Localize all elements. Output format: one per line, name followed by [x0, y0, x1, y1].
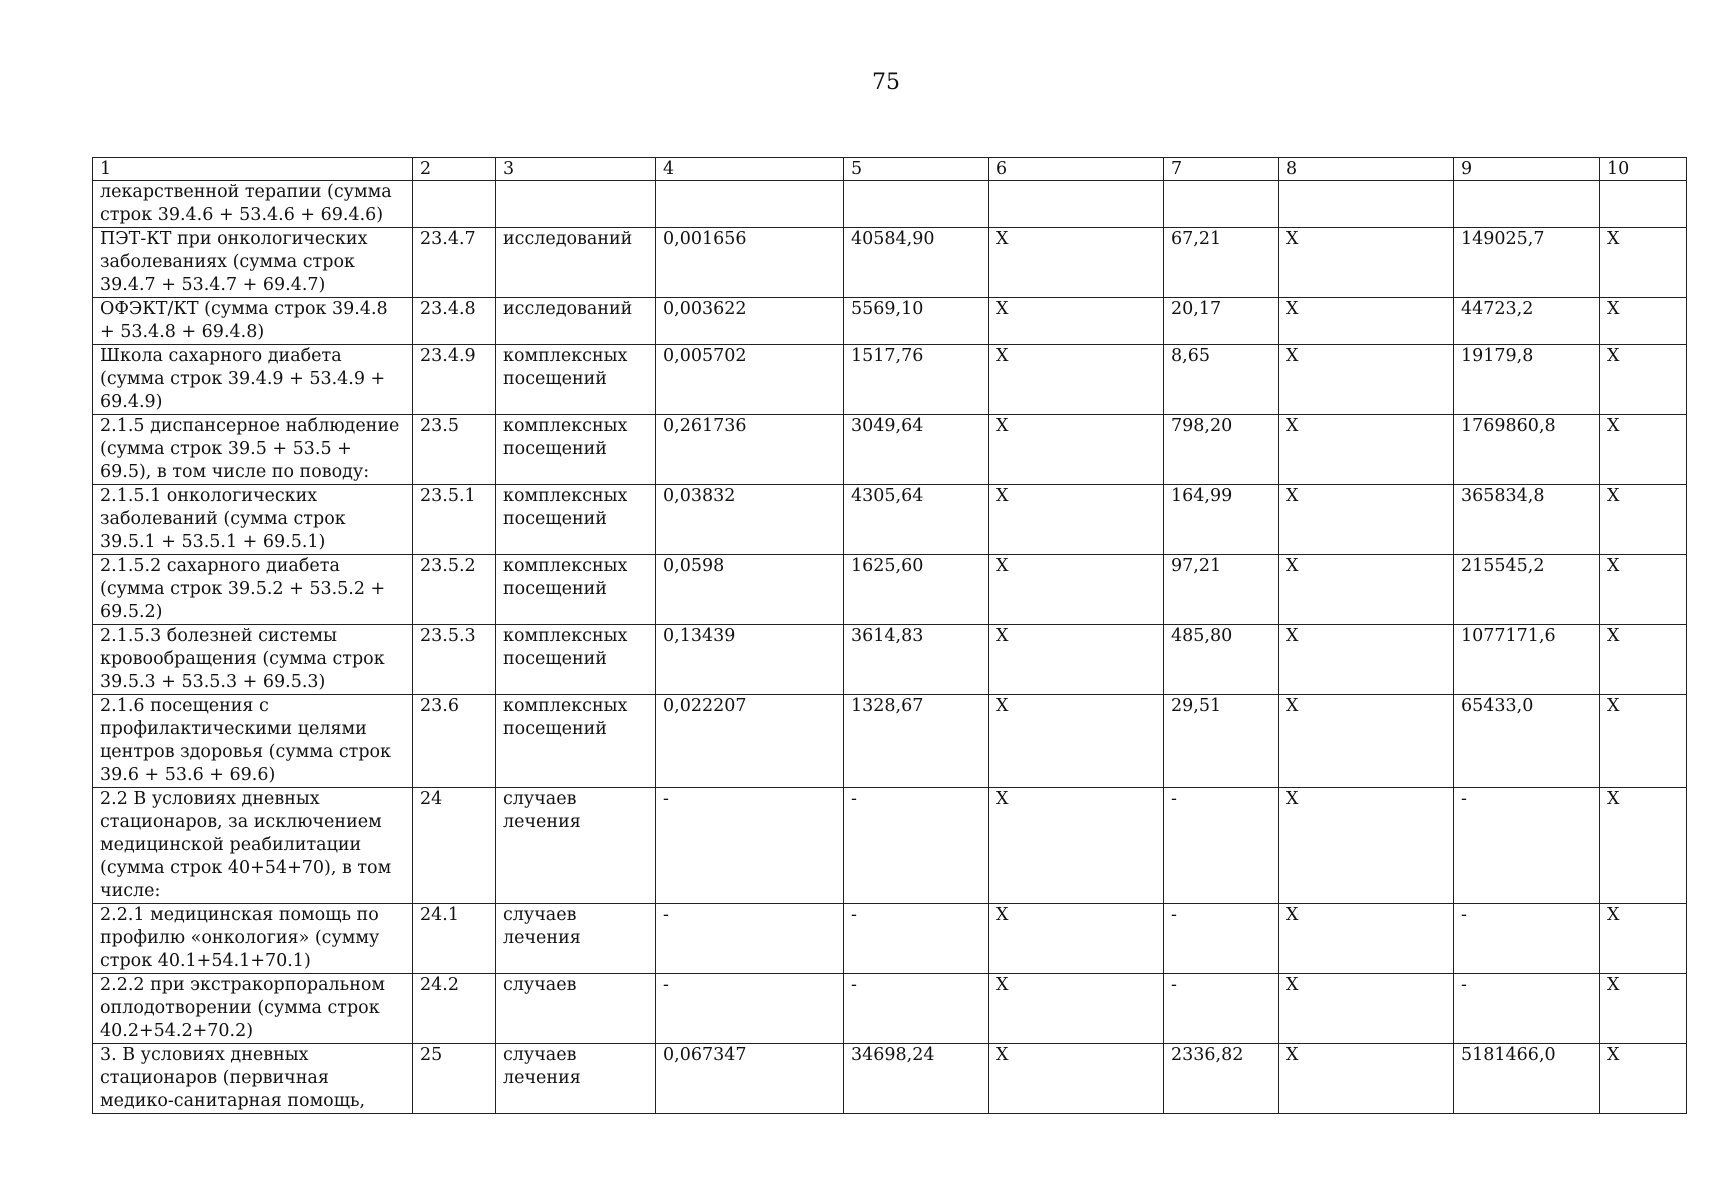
table-cell: X [989, 695, 1164, 788]
table-cell: 24.1 [413, 904, 496, 974]
table-cell: X [989, 625, 1164, 695]
table-cell [1600, 181, 1687, 228]
table-cell: 2.2.1 медицинская помощь по профилю «онкология» (сумму строк 40.1+54.1+70.1) [93, 904, 413, 974]
table-cell: X [1279, 298, 1454, 345]
table-cell: комплексных посещений [496, 415, 656, 485]
table-cell: 23.6 [413, 695, 496, 788]
table-cell: X [1600, 415, 1687, 485]
table-row [93, 788, 1687, 904]
table-cell: 0,03832 [656, 485, 844, 555]
table-cell: ОФЭКТ/КТ (сумма строк 39.4.8 + 53.4.8 + 69.4.8) [93, 298, 413, 345]
table-cell: 2.1.5.3 болезней системы кровообращения (сумма строк 39.5.3 + 53.5.3 + 69.5.3) [93, 625, 413, 695]
header-row [93, 158, 1687, 181]
table-cell: - [656, 788, 844, 904]
table-cell: 2336,82 [1164, 1044, 1279, 1114]
table-cell: 0,0598 [656, 555, 844, 625]
table-cell: 0,261736 [656, 415, 844, 485]
table-cell: 67,21 [1164, 228, 1279, 298]
table-cell: 23.4.8 [413, 298, 496, 345]
table-cell: X [1600, 555, 1687, 625]
table-cell: 215545,2 [1454, 555, 1600, 625]
table-cell [656, 181, 844, 228]
header-cell: 8 [1279, 158, 1454, 181]
table-cell: 23.5.3 [413, 625, 496, 695]
table-cell: 2.1.5.1 онкологических заболеваний (сумма строк 39.5.1 + 53.5.1 + 69.5.1) [93, 485, 413, 555]
table-cell: 2.1.5 диспансерное наблюдение (сумма строк 39.5 + 53.5 + 69.5), в том числе по поводу: [93, 415, 413, 485]
table-cell: X [989, 415, 1164, 485]
table-cell: X [989, 298, 1164, 345]
table-cell: 97,21 [1164, 555, 1279, 625]
table-cell: - [1164, 974, 1279, 1044]
table-cell: комплексных посещений [496, 555, 656, 625]
table-cell: X [1279, 228, 1454, 298]
table-cell: комплексных посещений [496, 695, 656, 788]
table-cell: 34698,24 [844, 1044, 989, 1114]
table-cell: 3049,64 [844, 415, 989, 485]
table-cell: исследований [496, 228, 656, 298]
table-cell: 2.2 В условиях дневных стационаров, за исключением медицинской реабилитации (сумма строк 40+54+70), в том числе: [93, 788, 413, 904]
header-cell: 1 [93, 158, 413, 181]
table-cell: X [1600, 1044, 1687, 1114]
table-cell: 4305,64 [844, 485, 989, 555]
table-cell: - [1454, 904, 1600, 974]
table-cell: X [1600, 298, 1687, 345]
table-cell: 2.1.6 посещения с профилактическими целями центров здоровья (сумма строк 39.6 + 53.6 + 69.6) [93, 695, 413, 788]
table-row [93, 974, 1687, 1044]
table-cell: 2.2.2 при экстракорпоральном оплодотворении (сумма строк 40.2+54.2+70.2) [93, 974, 413, 1044]
table-row [93, 625, 1687, 695]
table-cell: 23.5 [413, 415, 496, 485]
header-cell: 4 [656, 158, 844, 181]
table-cell: случаев лечения [496, 1044, 656, 1114]
table-cell: - [1164, 788, 1279, 904]
table-cell: X [989, 974, 1164, 1044]
table-cell: X [1600, 788, 1687, 904]
table-cell: 2.1.5.2 сахарного диабета (сумма строк 39.5.2 + 53.5.2 + 69.5.2) [93, 555, 413, 625]
table-cell: - [656, 974, 844, 1044]
table-cell: X [1279, 485, 1454, 555]
table-row [93, 228, 1687, 298]
table-cell: X [1279, 625, 1454, 695]
table-cell [496, 181, 656, 228]
table-cell [1454, 181, 1600, 228]
table-cell [844, 181, 989, 228]
table-row [93, 181, 1687, 228]
header-cell: 10 [1600, 158, 1687, 181]
table-cell: случаев [496, 974, 656, 1044]
table-cell: комплексных посещений [496, 625, 656, 695]
table-cell [989, 181, 1164, 228]
table-cell: комплексных посещений [496, 485, 656, 555]
table-cell: X [989, 485, 1164, 555]
table-cell: X [1279, 974, 1454, 1044]
table-cell: 23.5.2 [413, 555, 496, 625]
table-cell: X [1600, 345, 1687, 415]
table-cell: 5569,10 [844, 298, 989, 345]
table-cell: - [844, 974, 989, 1044]
table-cell: 19179,8 [1454, 345, 1600, 415]
page-number: 75 [872, 70, 900, 95]
table-cell: 149025,7 [1454, 228, 1600, 298]
table-cell: - [844, 788, 989, 904]
table-cell: X [989, 345, 1164, 415]
table-cell: - [656, 904, 844, 974]
table-row [93, 298, 1687, 345]
table-cell: X [989, 555, 1164, 625]
table-cell: 65433,0 [1454, 695, 1600, 788]
table-cell: X [989, 1044, 1164, 1114]
table-cell: X [989, 228, 1164, 298]
table-row [93, 345, 1687, 415]
table-cell: X [1600, 974, 1687, 1044]
table-cell: - [1164, 904, 1279, 974]
table-cell: X [1279, 695, 1454, 788]
table-cell: 25 [413, 1044, 496, 1114]
table-cell: X [1600, 228, 1687, 298]
table-cell: 3. В условиях дневных стационаров (первичная медико-санитарная помощь, [93, 1044, 413, 1114]
table-cell: 3614,83 [844, 625, 989, 695]
table-cell: комплексных посещений [496, 345, 656, 415]
table-cell: 8,65 [1164, 345, 1279, 415]
table-cell: 0,022207 [656, 695, 844, 788]
header-cell: 3 [496, 158, 656, 181]
table-cell: ПЭТ-КТ при онкологических заболеваниях (сумма строк 39.4.7 + 53.4.7 + 69.4.7) [93, 228, 413, 298]
table-cell: 164,99 [1164, 485, 1279, 555]
table-cell: случаев лечения [496, 788, 656, 904]
table-cell: 1328,67 [844, 695, 989, 788]
table-cell: - [1454, 974, 1600, 1044]
table-cell [413, 181, 496, 228]
table-cell: X [1279, 788, 1454, 904]
table-cell: 44723,2 [1454, 298, 1600, 345]
table-cell: X [989, 788, 1164, 904]
table-cell: 1077171,6 [1454, 625, 1600, 695]
table-cell: лекарственной терапии (сумма строк 39.4.6 + 53.4.6 + 69.4.6) [93, 181, 413, 228]
table-cell [1279, 181, 1454, 228]
table-cell: 24.2 [413, 974, 496, 1044]
header-cell: 2 [413, 158, 496, 181]
table-cell: 0,001656 [656, 228, 844, 298]
table-cell: 20,17 [1164, 298, 1279, 345]
table-cell: 0,003622 [656, 298, 844, 345]
table-cell: 0,005702 [656, 345, 844, 415]
header-cell: 9 [1454, 158, 1600, 181]
table-cell: случаев лечения [496, 904, 656, 974]
table-cell: X [1600, 485, 1687, 555]
table-cell: Школа сахарного диабета (сумма строк 39.4.9 + 53.4.9 + 69.4.9) [93, 345, 413, 415]
table-cell: 798,20 [1164, 415, 1279, 485]
table-cell: 1769860,8 [1454, 415, 1600, 485]
table-row [93, 555, 1687, 625]
table-cell: X [989, 904, 1164, 974]
table-cell: 1625,60 [844, 555, 989, 625]
table-cell: X [1279, 345, 1454, 415]
table-cell: 5181466,0 [1454, 1044, 1600, 1114]
table-cell: 23.5.1 [413, 485, 496, 555]
header-cell: 6 [989, 158, 1164, 181]
table-cell: X [1600, 904, 1687, 974]
table-cell: 23.4.9 [413, 345, 496, 415]
table-cell: 485,80 [1164, 625, 1279, 695]
table-cell: X [1279, 415, 1454, 485]
table-cell: X [1279, 1044, 1454, 1114]
header-cell: 7 [1164, 158, 1279, 181]
table-cell: 365834,8 [1454, 485, 1600, 555]
table-cell: исследований [496, 298, 656, 345]
table-cell: 23.4.7 [413, 228, 496, 298]
table-cell: 40584,90 [844, 228, 989, 298]
table-cell: 0,067347 [656, 1044, 844, 1114]
table-cell: X [1600, 695, 1687, 788]
header-cell: 5 [844, 158, 989, 181]
table-cell: - [844, 904, 989, 974]
table-cell: 0,13439 [656, 625, 844, 695]
table-row [93, 1044, 1687, 1114]
table-row [93, 904, 1687, 974]
table-cell: 24 [413, 788, 496, 904]
table-cell: X [1600, 625, 1687, 695]
data-table [92, 157, 1687, 1114]
table-row [93, 695, 1687, 788]
table-cell: X [1279, 904, 1454, 974]
table-cell: - [1454, 788, 1600, 904]
table-cell: 29,51 [1164, 695, 1279, 788]
table-cell: 1517,76 [844, 345, 989, 415]
table-cell [1164, 181, 1279, 228]
table-row [93, 485, 1687, 555]
table-row [93, 415, 1687, 485]
table-cell: X [1279, 555, 1454, 625]
